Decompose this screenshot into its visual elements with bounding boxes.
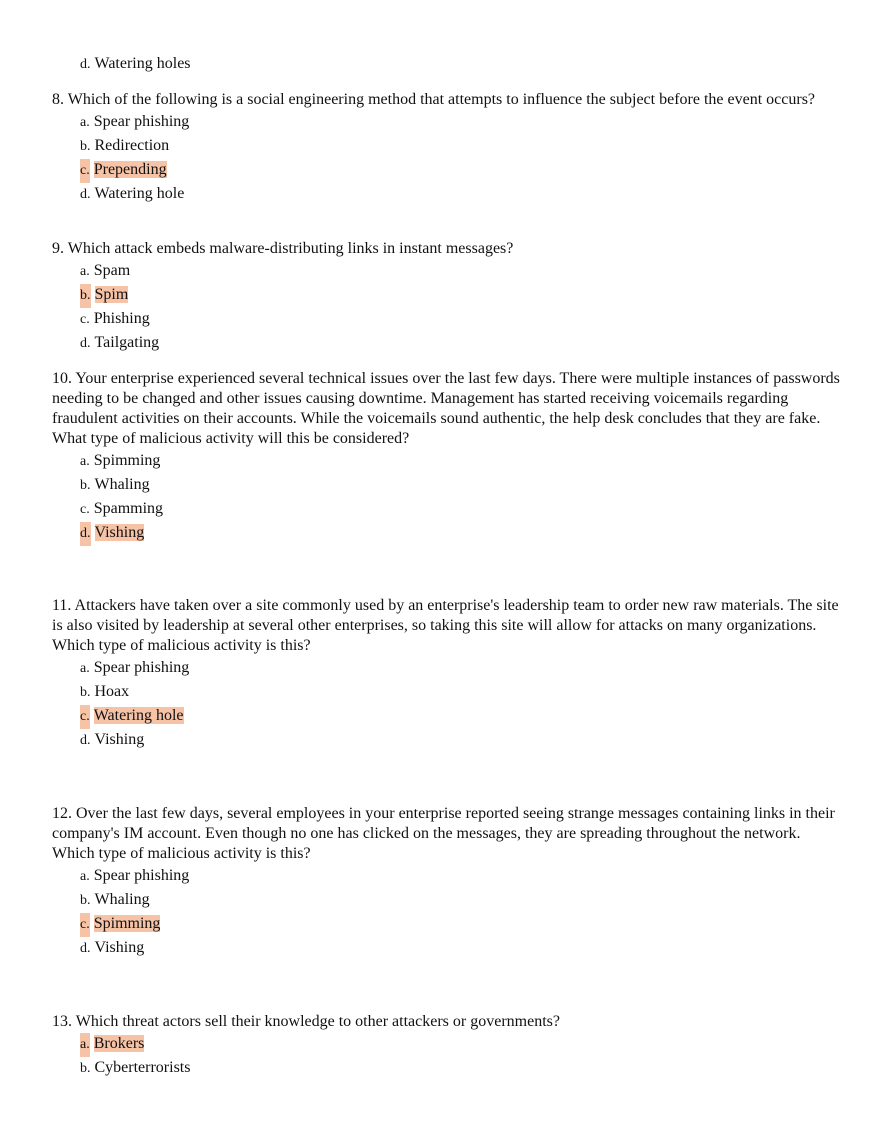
option-text: Prepending [93,161,167,178]
option-text: Spamming [93,500,164,517]
option-text: Hoax [94,683,130,700]
option-letter: a. [80,264,90,279]
question-text: 13. Which threat actors sell their knowledge to other attackers or governments? [52,1013,560,1030]
option-b [80,680,842,704]
option-letter: b. [80,139,91,154]
option-b [80,1056,842,1080]
option-letter: a. [80,869,90,884]
question-12 [52,804,842,960]
option-a [80,110,842,134]
option-text: Phishing [93,310,150,327]
option-c [80,307,842,331]
question-text: 9. Which attack embeds malware-distributing links in instant messages? [52,240,514,257]
option-a [80,259,842,283]
option-letter: c. [80,705,90,729]
option-text: Spam [93,262,131,279]
option-letter: b. [80,284,91,308]
question-7-tail [52,52,842,76]
option-text: Redirection [94,137,170,154]
option-letter: d. [80,336,91,351]
option-text: Vishing [94,731,145,748]
option-b [80,888,842,912]
option-text: Spimming [93,915,161,932]
option-a-answer [80,1032,842,1056]
option-text: Whaling [94,476,150,493]
options-list [80,656,842,752]
option-text: Watering holes [94,55,191,72]
option-letter: b. [80,893,91,908]
option-letter: d. [80,187,91,202]
options-list [80,449,842,545]
question-prompt: What type of malicious activity will this be considered? [52,430,410,447]
option-a [80,864,842,888]
option-b [80,473,842,497]
options-list [80,864,842,960]
option-letter: c. [80,159,90,183]
option-letter: d. [80,57,91,72]
option-b-answer [80,283,842,307]
option-d [80,331,842,355]
option-d [80,182,842,206]
option-text: Spim [94,286,129,303]
option-letter: a. [80,661,90,676]
option-text: Watering hole [93,707,184,724]
option-text: Tailgating [94,334,160,351]
option-a [80,449,842,473]
option-b [80,134,842,158]
options-list [80,1032,842,1080]
option-text: Spear phishing [93,867,190,884]
option-d [80,728,842,752]
question-10 [52,369,842,545]
option-text: Spear phishing [93,659,190,676]
option-letter: b. [80,478,91,493]
option-letter: c. [80,913,90,937]
question-text: 10. Your enterprise experienced several technical issues over the last few days. There were multiple instances of passwords needing to be changed and other issues causing downtime. Management has started receiving voicemails regarding fraudulent activities on their accounts. While the voicemails sound authentic, the help desk concludes that they are fake. [52,370,840,427]
question-11 [52,596,842,752]
option-letter: c. [80,312,90,327]
option-letter: a. [80,1033,90,1057]
question-prompt: Which type of malicious activity is this? [52,637,311,654]
option-letter: d. [80,522,91,546]
option-letter: d. [80,941,91,956]
option-c-answer [80,158,842,182]
options-list [80,259,842,355]
option-a [80,656,842,680]
question-prompt: Which type of malicious activity is this? [52,845,311,862]
option-text: Whaling [94,891,150,908]
option-text: Vishing [94,524,145,541]
option-d [80,52,842,76]
option-text: Vishing [94,939,145,956]
option-letter: b. [80,1061,91,1076]
option-c-answer [80,704,842,728]
question-8 [52,90,842,206]
option-text: Spear phishing [93,113,190,130]
option-letter: d. [80,733,91,748]
option-text: Cyberterrorists [94,1059,191,1076]
option-letter: a. [80,454,90,469]
option-d [80,936,842,960]
question-9 [52,239,842,355]
option-d-answer [80,521,842,545]
option-letter: a. [80,115,90,130]
question-text: 12. Over the last few days, several employees in your enterprise reported seeing strange messages containing links in their company's IM account. Even though no one has clicked on the messages, they are spreading throughout the network. [52,805,835,842]
question-text: 11. Attackers have taken over a site commonly used by an enterprise's leadership team to order new raw materials. The site is also visited by leadership at several other enterprises, so taking this site will allow for attacks on many organizations. [52,597,839,634]
option-letter: b. [80,685,91,700]
option-c-answer [80,912,842,936]
options-list [80,52,842,76]
option-text: Watering hole [94,185,185,202]
option-letter: c. [80,502,90,517]
option-c [80,497,842,521]
question-13 [52,1012,842,1080]
option-text: Brokers [93,1035,145,1052]
options-list [80,110,842,206]
question-text: 8. Which of the following is a social engineering method that attempts to influence the subject before the event occurs? [52,91,816,108]
option-text: Spimming [93,452,161,469]
